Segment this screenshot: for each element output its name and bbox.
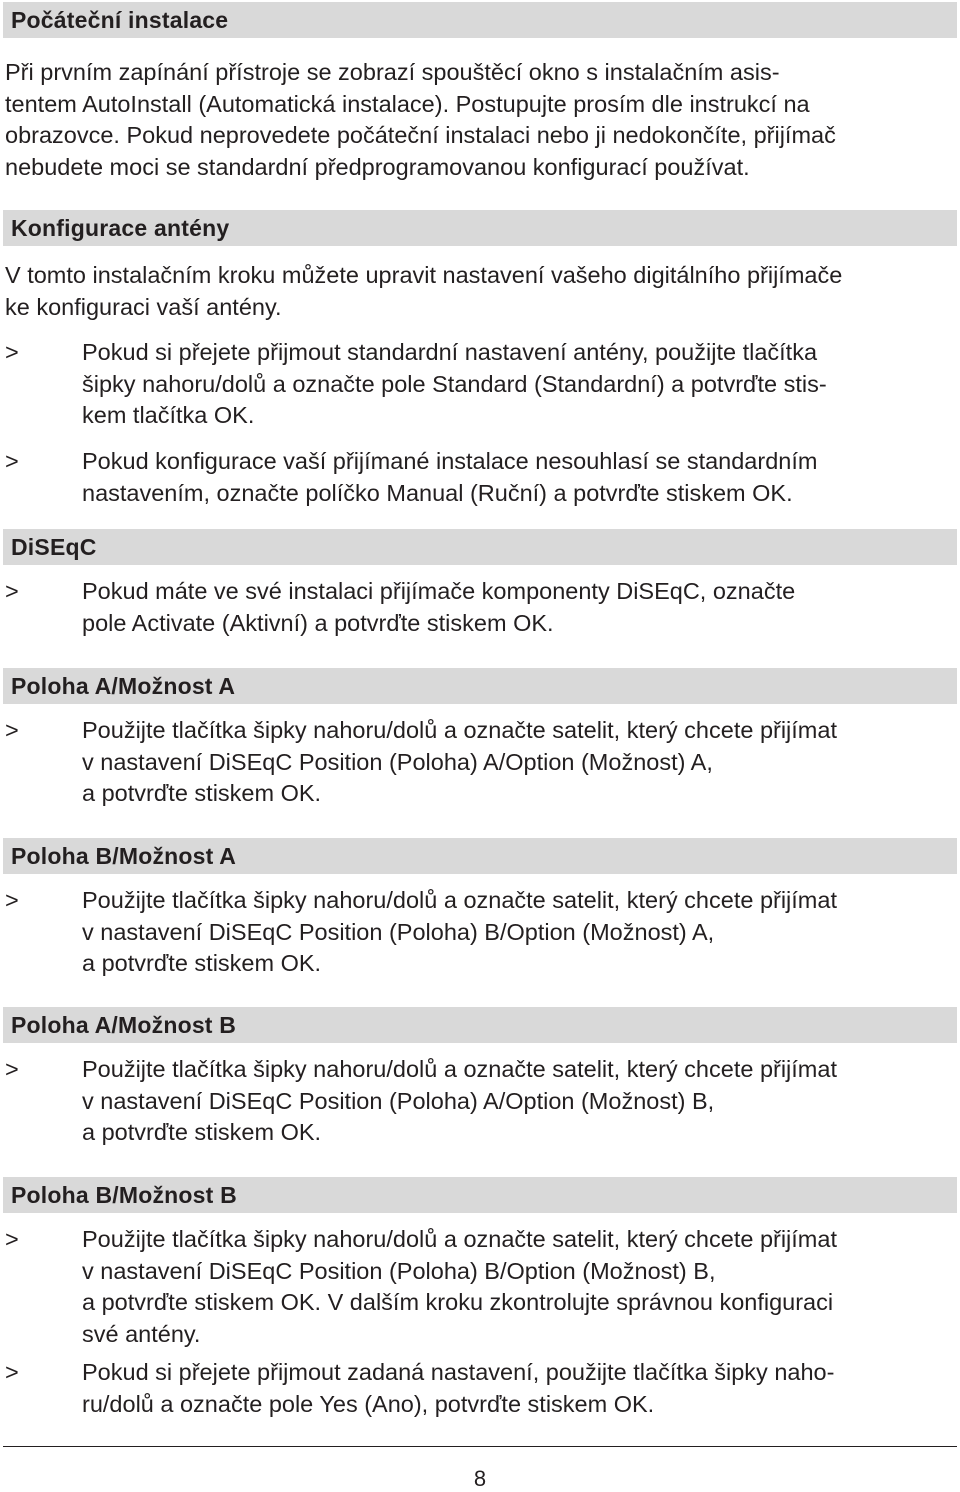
list-item-text — [82, 576, 955, 639]
list-marker: > — [5, 887, 19, 913]
paragraph-line: nebudete moci se standardní předprogramovanou konfigurací používat. — [5, 153, 750, 180]
list-item-line: a potvrďte stiskem OK. — [82, 1119, 322, 1145]
list-marker: > — [5, 339, 19, 365]
list-item-text — [82, 1054, 955, 1149]
list-item-line: Použijte tlačítka šipky nahoru/dolů a označte satelit, který chcete přijímat — [82, 1056, 837, 1082]
list-item-line: kem tlačítka OK. — [82, 402, 255, 428]
list-item-line: v nastavení DiSEqC Position (Poloha) B/Option (Možnost) B, — [82, 1257, 716, 1284]
list-marker: > — [5, 1359, 19, 1385]
list-item-line: ru/dolů a označte pole Yes (Ano), potvrďte stiskem OK. — [82, 1390, 655, 1417]
paragraph-line: Při prvním zapínání přístroje se zobrazí spouštěcí okno s instalačním asis- — [5, 59, 780, 85]
list-item-line: Pokud máte ve své instalaci přijímače komponenty DiSEqC, označte — [82, 578, 796, 604]
list-item-line: v nastavení DiSEqC Position (Poloha) B/Option (Možnost) A, — [82, 918, 715, 945]
page-number: 8 — [473, 1466, 487, 1491]
list-item-text — [82, 715, 955, 810]
list-item-line: své antény. — [82, 1320, 201, 1347]
paragraph-line: tentem AutoInstall (Automatická instalace). Postupujte prosím dle instrukcí na — [5, 90, 810, 117]
list-marker: > — [5, 448, 19, 474]
list-marker: > — [5, 1226, 19, 1252]
footer-divider — [3, 1446, 957, 1447]
list-item-line: Pokud konfigurace vaší přijímané instalace nesouhlasí se standardním — [82, 448, 818, 474]
section-heading-position-b-option-b: Poloha B/Možnost B — [3, 1177, 957, 1213]
list-item-text — [82, 337, 955, 432]
section-heading-position-b-option-a: Poloha B/Možnost A — [3, 838, 957, 874]
list-item-line: nastavením, označte políčko Manual (Ruční) a potvrďte stiskem OK. — [82, 479, 793, 506]
list-item-line: Pokud si přejete přijmout zadaná nastavení, použijte tlačítka šipky naho- — [82, 1359, 835, 1385]
list-item-line: Použijte tlačítka šipky nahoru/dolů a označte satelit, který chcete přijímat — [82, 717, 837, 743]
section-heading-antenna-configuration: Konfigurace antény — [3, 210, 957, 246]
list-item-line: Použijte tlačítka šipky nahoru/dolů a označte satelit, který chcete přijímat — [82, 887, 837, 913]
antenna-configuration-paragraph — [5, 260, 955, 323]
list-item-line: v nastavení DiSEqC Position (Poloha) A/Option (Možnost) A, — [82, 748, 713, 775]
list-item-text — [82, 1224, 955, 1350]
list-item-text — [82, 885, 955, 980]
list-item-line: šipky nahoru/dolů a označte pole Standard (Standardní) a potvrďte stis- — [82, 370, 827, 397]
list-item-line: a potvrďte stiskem OK. — [82, 950, 322, 976]
paragraph-line: V tomto instalačním kroku můžete upravit nastavení vašeho digitálního přijímače — [5, 262, 843, 288]
initial-installation-paragraph — [5, 57, 955, 183]
section-heading-position-a-option-a: Poloha A/Možnost A — [3, 668, 957, 704]
paragraph-line: ke konfiguraci vaší antény. — [5, 293, 282, 320]
list-item-line: Pokud si přejete přijmout standardní nastavení antény, použijte tlačítka — [82, 339, 818, 365]
list-item-text — [82, 1357, 955, 1420]
list-item-line: a potvrďte stiskem OK. V dalším kroku zkontrolujte správnou konfiguraci — [82, 1289, 834, 1315]
list-item-line: Použijte tlačítka šipky nahoru/dolů a označte satelit, který chcete přijímat — [82, 1226, 837, 1252]
section-heading-diseqc: DiSEqC — [3, 529, 957, 565]
list-item-line: a potvrďte stiskem OK. — [82, 780, 322, 806]
list-item-text — [82, 446, 955, 509]
paragraph-line: obrazovce. Pokud neprovedete počáteční instalaci nebo ji nedokončíte, přijímač — [5, 122, 836, 148]
list-item-line: v nastavení DiSEqC Position (Poloha) A/Option (Možnost) B, — [82, 1087, 715, 1114]
list-marker: > — [5, 578, 19, 604]
list-item-line: pole Activate (Aktivní) a potvrďte stiskem OK. — [82, 609, 554, 636]
section-heading-position-a-option-b: Poloha A/Možnost B — [3, 1007, 957, 1043]
list-marker: > — [5, 717, 19, 743]
section-heading-initial-installation: Počáteční instalace — [3, 2, 957, 38]
list-marker: > — [5, 1056, 19, 1082]
